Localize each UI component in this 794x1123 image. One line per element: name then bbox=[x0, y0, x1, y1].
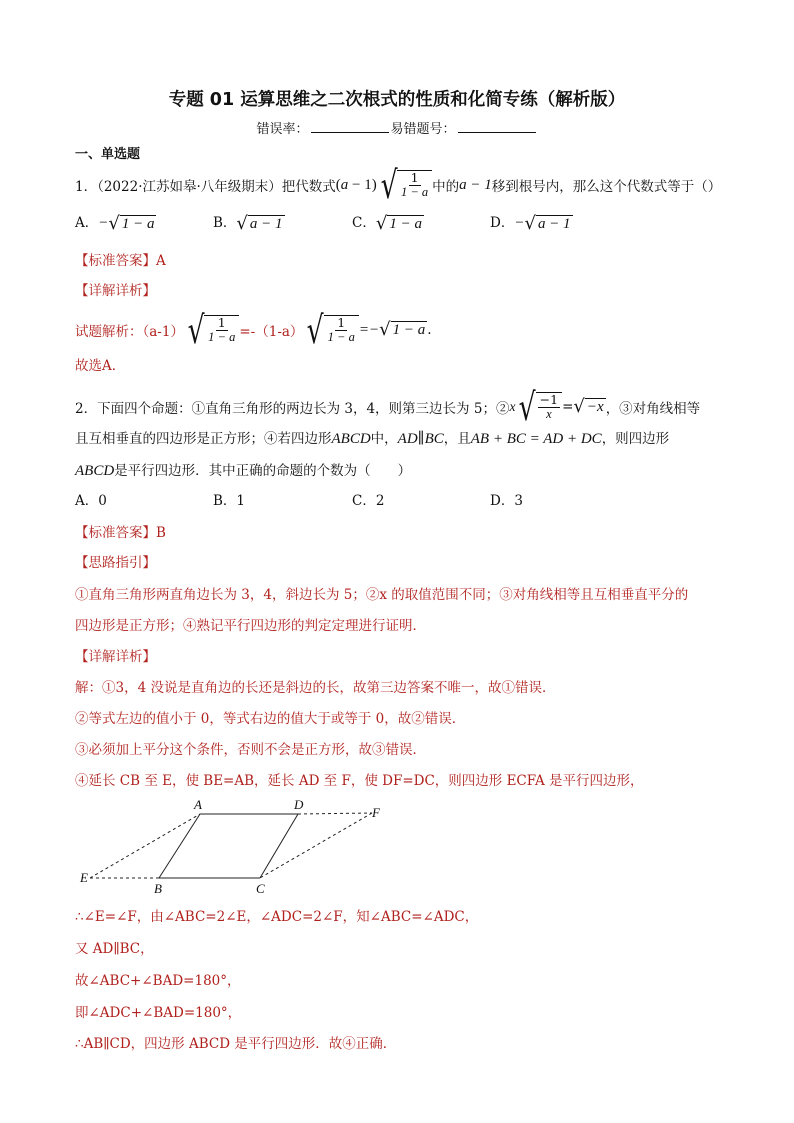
q1-option-c[interactable] bbox=[352, 211, 424, 233]
error-number-blank[interactable] bbox=[458, 120, 536, 133]
segment-fc-dashed bbox=[260, 813, 372, 878]
question-1-stem bbox=[75, 163, 722, 207]
question-2-line-1 bbox=[75, 385, 701, 429]
frac2-num-val: 1 bbox=[550, 392, 559, 408]
q2-line1d: −x bbox=[586, 399, 604, 415]
sol-eq: =− bbox=[358, 321, 380, 338]
segment-ea-dashed bbox=[90, 814, 200, 878]
q2-radical-2: √ −x bbox=[573, 396, 604, 417]
frac-den: 1 − a bbox=[327, 330, 355, 344]
frac-num: 1 bbox=[410, 170, 419, 186]
q2-hint-heading: 【思路指引】 bbox=[75, 555, 156, 571]
segment-df-dashed bbox=[298, 813, 372, 814]
q2-step-2: ②等式左边的值小于 0，等式右边的值大于或等于 0，故②错误． bbox=[75, 711, 466, 727]
sol-radical-3: √ 1 − a bbox=[379, 319, 426, 340]
segment-ba bbox=[159, 814, 200, 878]
opt-expr: a − 1 bbox=[537, 215, 571, 232]
q1-option-a[interactable] bbox=[75, 211, 156, 233]
q2-line1c: = bbox=[562, 399, 574, 415]
error-rate-label: 错误率： bbox=[256, 122, 309, 137]
opt-expr: 1 − a bbox=[389, 215, 422, 232]
frac2-den: x bbox=[546, 407, 552, 421]
sol-radical-2: √ $\frac{1}{1 - a}$ bbox=[303, 311, 358, 349]
opt-expr: a − 1 bbox=[249, 215, 283, 232]
q2-radical-1: √ $\frac{-1}{x}$ bbox=[515, 388, 562, 426]
q2-proof-3: 故∠ABC+∠BAD=180°， bbox=[75, 973, 241, 989]
q2-line2c: 中， bbox=[370, 431, 398, 447]
q2-line1e: ，③对角线相等 bbox=[605, 401, 701, 417]
section-heading: 一、单选题 bbox=[75, 147, 141, 162]
sol-end: . bbox=[427, 322, 432, 338]
q2-proof-5: ∴AB∥CD，四边形 ABCD 是平行四边形．故④正确． bbox=[75, 1036, 397, 1052]
q2-proof-4: 即∠ADC+∠BAD=180°， bbox=[75, 1005, 242, 1021]
q2-proof-2: 又 AD∥BC， bbox=[75, 941, 154, 957]
q1-answer: 【标准答案】A bbox=[75, 253, 166, 269]
q1-coef: (a − 1) bbox=[335, 176, 377, 193]
label-e: E bbox=[80, 870, 88, 885]
q1-solution bbox=[75, 308, 432, 352]
sol-prefix: 试题解析：（a-1） bbox=[75, 324, 184, 340]
opt-sign: − bbox=[98, 215, 109, 231]
q2-line3a: ABCD bbox=[75, 463, 115, 479]
q2-step-4: ④延长 CB 至 E，使 BE=AB，延长 AD 至 F，使 DF=DC，则四边形 ECFA 是平行四边形， bbox=[75, 773, 644, 789]
q1-suffix-b: 移到根号内，那么这个代数式等于（） bbox=[491, 179, 722, 195]
q1-conclusion: 故选A． bbox=[75, 358, 126, 374]
q2-option-a[interactable]: A．0 bbox=[75, 493, 107, 509]
parallelogram-figure bbox=[70, 796, 400, 896]
label-f: F bbox=[372, 805, 380, 820]
opt-radical: √ 1 − a bbox=[108, 212, 155, 234]
q2-line2a: 且互相垂直的四边形是正方形；④若四边形 bbox=[75, 431, 332, 447]
q2-line2d: AD∥BC bbox=[397, 431, 444, 447]
opt-radical: √ 1 − a bbox=[375, 212, 422, 234]
opt-label: D． bbox=[490, 215, 515, 231]
question-2-line-3 bbox=[75, 459, 411, 480]
label-d: D bbox=[294, 797, 304, 812]
opt-label: C． bbox=[352, 215, 376, 231]
frac-num: 1 bbox=[337, 315, 346, 331]
frac2-num: −1 bbox=[539, 392, 559, 408]
q1-suffix-var: a − 1 bbox=[459, 176, 492, 193]
document-title: 专题 01 运算思维之二次根式的性质和化简专练（解析版） bbox=[168, 90, 626, 110]
q2-step-3: ③必须加上平分这个条件，否则不会是正方形，故③错误． bbox=[75, 742, 426, 758]
q2-line2e: ，且 bbox=[443, 431, 471, 447]
sol-radical-1: √ $\frac{1}{1 - a}$ bbox=[184, 311, 239, 349]
sol-rad: 1 − a bbox=[392, 322, 426, 338]
q1-prefix: 1．（2022·江苏如皋·八年级期末）把代数式 bbox=[75, 179, 336, 195]
opt-radical: √ a − 1 bbox=[236, 212, 283, 234]
q2-line1a: 2．下面四个命题：①直角三角形的两边长为 3，4，则第三边长为 5；② bbox=[75, 401, 510, 417]
q2-step-1: 解：①3，4 没说是直角边的长还是斜边的长，故第三边答案不唯一，故①错误． bbox=[75, 680, 556, 696]
q2-line2f: AB + BC = AD + DC bbox=[470, 431, 602, 447]
q1-detail-heading: 【详解详析】 bbox=[75, 283, 156, 299]
q2-option-c[interactable]: C．2 bbox=[352, 493, 385, 509]
label-c: C bbox=[256, 881, 265, 896]
q1-radical: √ $\frac{1}{1 - a}$ bbox=[377, 166, 432, 204]
q2-line2b: ABCD bbox=[331, 431, 371, 447]
q2-option-d[interactable]: D．3 bbox=[490, 493, 523, 509]
opt-expr: 1 − a bbox=[121, 215, 155, 232]
label-b: B bbox=[154, 881, 162, 896]
q2-line1b: x bbox=[509, 399, 516, 414]
q1-option-d[interactable] bbox=[490, 211, 573, 233]
sol-mid: =-（1-a） bbox=[239, 324, 304, 340]
subtitle-line bbox=[0, 118, 794, 137]
q1-suffix-a: 中的 bbox=[432, 179, 460, 195]
opt-sign: − bbox=[514, 215, 525, 231]
q2-hint-2: 四边形是正方形；④熟记平行四边形的判定定理进行证明． bbox=[75, 618, 426, 634]
error-number-label: 易错题号： bbox=[390, 122, 456, 137]
q1-option-b[interactable] bbox=[213, 211, 285, 233]
opt-radical: √ a − 1 bbox=[524, 212, 571, 234]
frac-num: 1 bbox=[217, 315, 226, 331]
opt-label: B． bbox=[213, 215, 237, 231]
q2-line3b: 是平行四边形．其中正确的命题的个数为（ ） bbox=[114, 463, 412, 479]
segment-dc bbox=[260, 814, 298, 878]
q2-answer: 【标准答案】B bbox=[75, 525, 166, 541]
q2-hint-1: ①直角三角形两直角边长为 3，4，斜边长为 5；②x 的取值范围不同；③对角线相等且互相垂直平分的 bbox=[75, 587, 689, 603]
frac-den: 1 − a bbox=[208, 330, 236, 344]
q2-option-b[interactable]: B．1 bbox=[213, 493, 246, 509]
label-a: A bbox=[194, 797, 202, 812]
error-rate-blank[interactable] bbox=[311, 120, 389, 133]
q2-line2g: ，则四边形 bbox=[601, 431, 670, 447]
frac-den: 1 − a bbox=[400, 185, 429, 199]
q2-proof-1: ∴∠E=∠F，由∠ABC=2∠E，∠ADC=2∠F，知∠ABC=∠ADC， bbox=[75, 909, 479, 925]
opt-label: A． bbox=[75, 215, 99, 231]
question-2-line-2 bbox=[75, 427, 669, 448]
q2-detail-heading: 【详解详析】 bbox=[75, 649, 156, 665]
